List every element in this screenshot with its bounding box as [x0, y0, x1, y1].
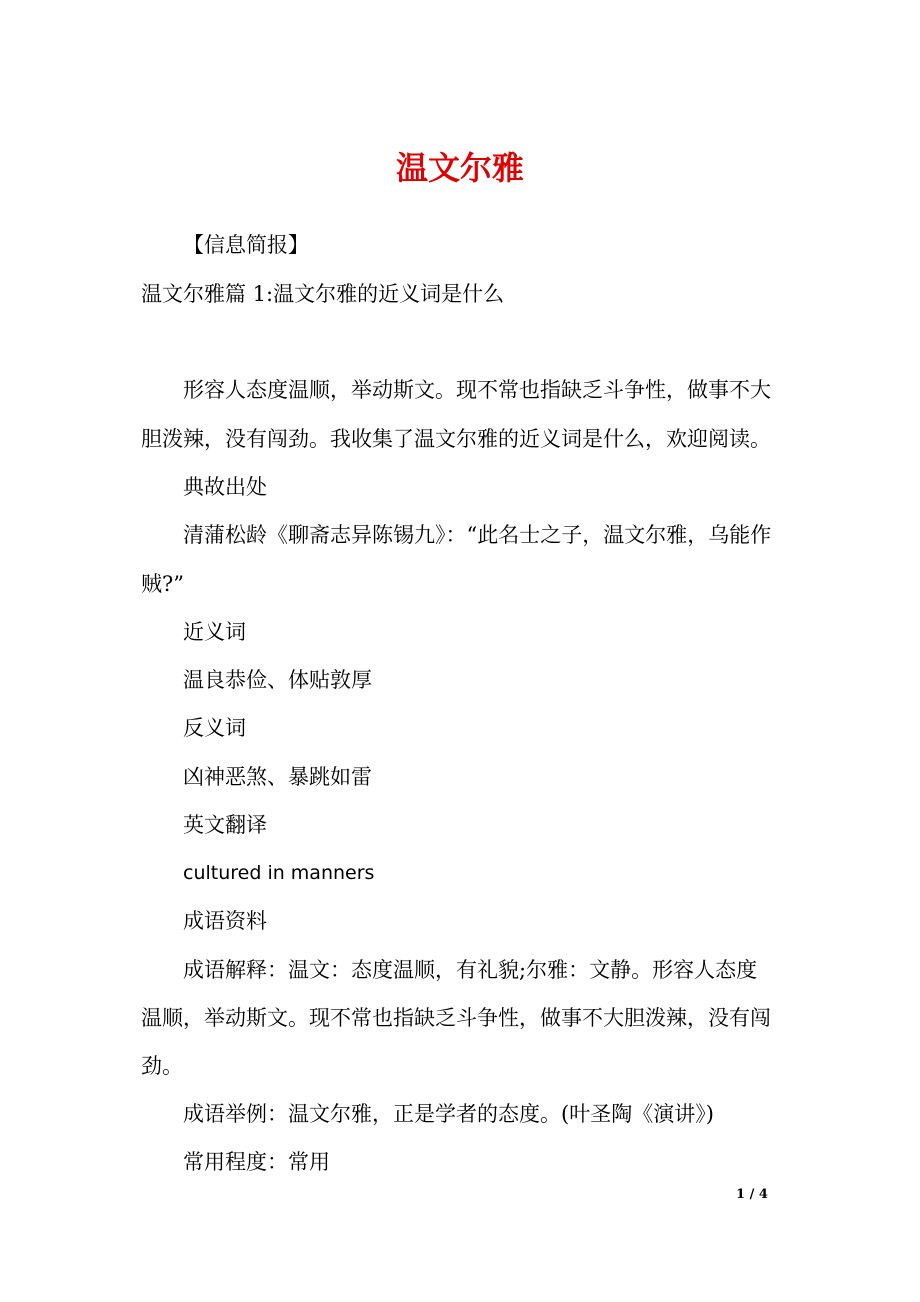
origin-heading: 典故出处	[183, 475, 267, 499]
explanation-line-1: 成语解释：温文：态度温顺，有礼貌;尔雅：文静。形容人态度	[183, 958, 758, 982]
english-translation: cultured in manners	[183, 862, 375, 884]
antonyms-heading: 反义词	[183, 716, 246, 740]
explanation-line-3: 劲。	[141, 1054, 183, 1078]
article-subtitle: 温文尔雅篇 1:温文尔雅的近义词是什么	[141, 282, 505, 306]
synonyms-text: 温良恭俭、体贴敦厚	[183, 668, 372, 692]
synonyms-heading: 近义词	[183, 620, 246, 644]
origin-paragraph-line-2: 贼?”	[141, 572, 184, 596]
usage-frequency: 常用程度：常用	[183, 1150, 330, 1174]
origin-paragraph-line-1: 清蒲松龄《聊斋志异陈锡九》：“此名士之子，温文尔雅，乌能作	[183, 523, 772, 547]
header-note: 【信息简报】	[183, 233, 309, 257]
document-title: 温文尔雅	[395, 149, 524, 187]
intro-paragraph-line-2: 胆泼辣，没有闯劲。我收集了温文尔雅的近义词是什么，欢迎阅读。	[141, 427, 771, 451]
antonyms-text: 凶神恶煞、暴跳如雷	[183, 765, 372, 789]
english-heading: 英文翻译	[183, 813, 267, 837]
page-number: 1 / 4	[736, 1187, 768, 1202]
intro-paragraph-line-1: 形容人态度温顺，举动斯文。现不常也指缺乏斗争性，做事不大	[183, 378, 771, 402]
explanation-line-2: 温顺，举动斯文。现不常也指缺乏斗争性，做事不大胆泼辣，没有闯	[141, 1006, 771, 1030]
idiom-heading: 成语资料	[183, 909, 267, 933]
idiom-example: 成语举例：温文尔雅，正是学者的态度。(叶圣陶《演讲》)	[183, 1102, 714, 1126]
